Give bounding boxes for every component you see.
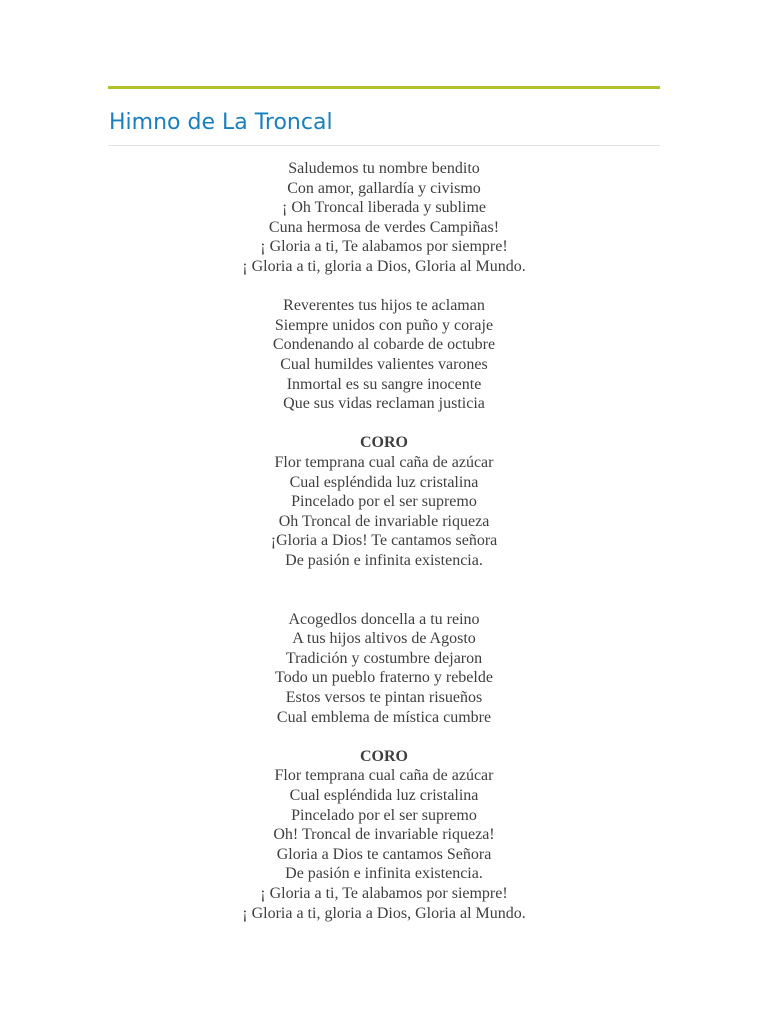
page-title: Himno de La Troncal xyxy=(109,110,333,135)
header-accent-rule xyxy=(108,86,660,89)
verse-line: Cual espléndida luz cristalina xyxy=(289,473,479,491)
verse-line: Cual emblema de mística cumbre xyxy=(276,708,492,726)
stanza-chorus-1 xyxy=(184,433,584,570)
verse-line: Todo un pueblo fraterno y rebelde xyxy=(275,669,493,687)
verse-line: ¡ Gloria a ti, gloria a Dios, Gloria al Mundo. xyxy=(242,257,526,275)
verse-line: Que sus vidas reclaman justicia xyxy=(283,395,485,413)
stanza-chorus-2 xyxy=(184,747,584,923)
verse-line: Cual espléndida luz cristalina xyxy=(289,787,479,804)
hymn-lyrics xyxy=(184,159,584,943)
verse-line: Estos versos te pintan risueños xyxy=(285,689,483,707)
title-divider xyxy=(108,145,660,146)
verse-line: ¡ Gloria a ti, Te alabamos por siempre! xyxy=(260,238,508,256)
verse-line: Acogedlos doncella a tu reino xyxy=(288,610,480,628)
stanza-3 xyxy=(184,610,584,728)
verse-line: Gloria a Dios te cantamos Señora xyxy=(276,845,492,863)
verse-line: Pincelado por el ser supremo xyxy=(291,493,477,511)
verse-line: Oh! Troncal de invariable riqueza! xyxy=(273,826,495,844)
verse-line: ¡ Gloria a ti, gloria a Dios, Gloria al Mundo. xyxy=(242,904,526,922)
verse-line: De pasión e infinita existencia. xyxy=(285,551,483,569)
verse-line: Flor temprana cual caña de azúcar xyxy=(274,767,494,785)
chorus-heading: CORO xyxy=(360,747,408,765)
verse-line: A tus hijos altivos de Agosto xyxy=(292,630,476,648)
stanza-1 xyxy=(184,159,584,277)
verse-line: De pasión e infinita existencia. xyxy=(285,865,483,883)
verse-line: Pincelado por el ser supremo xyxy=(291,806,477,824)
verse-line: ¡Gloria a Dios! Te cantamos señora xyxy=(270,532,498,550)
verse-line: Inmortal es su sangre inocente xyxy=(286,375,482,393)
verse-line: Siempre unidos con puño y coraje xyxy=(274,316,494,334)
verse-line: Con amor, gallardía y civismo xyxy=(287,179,481,197)
verse-line: ¡ Oh Troncal liberada y sublime xyxy=(282,199,486,217)
verse-line: Flor temprana cual caña de azúcar xyxy=(274,453,494,471)
verse-line: Tradición y costumbre dejaron xyxy=(285,649,483,667)
verse-line: Oh Troncal de invariable riqueza xyxy=(278,512,490,530)
verse-line: ¡ Gloria a ti, Te alabamos por siempre! xyxy=(260,884,508,902)
verse-line: Saludemos tu nombre bendito xyxy=(288,160,480,177)
chorus-heading: CORO xyxy=(360,434,408,452)
verse-line: Cual humildes valientes varones xyxy=(280,355,488,373)
stanza-2 xyxy=(184,296,584,414)
verse-line: Condenando al cobarde de octubre xyxy=(272,336,496,354)
verse-line: Cuna hermosa de verdes Campiñas! xyxy=(268,218,500,236)
verse-line: Reverentes tus hijos te aclaman xyxy=(283,297,485,315)
